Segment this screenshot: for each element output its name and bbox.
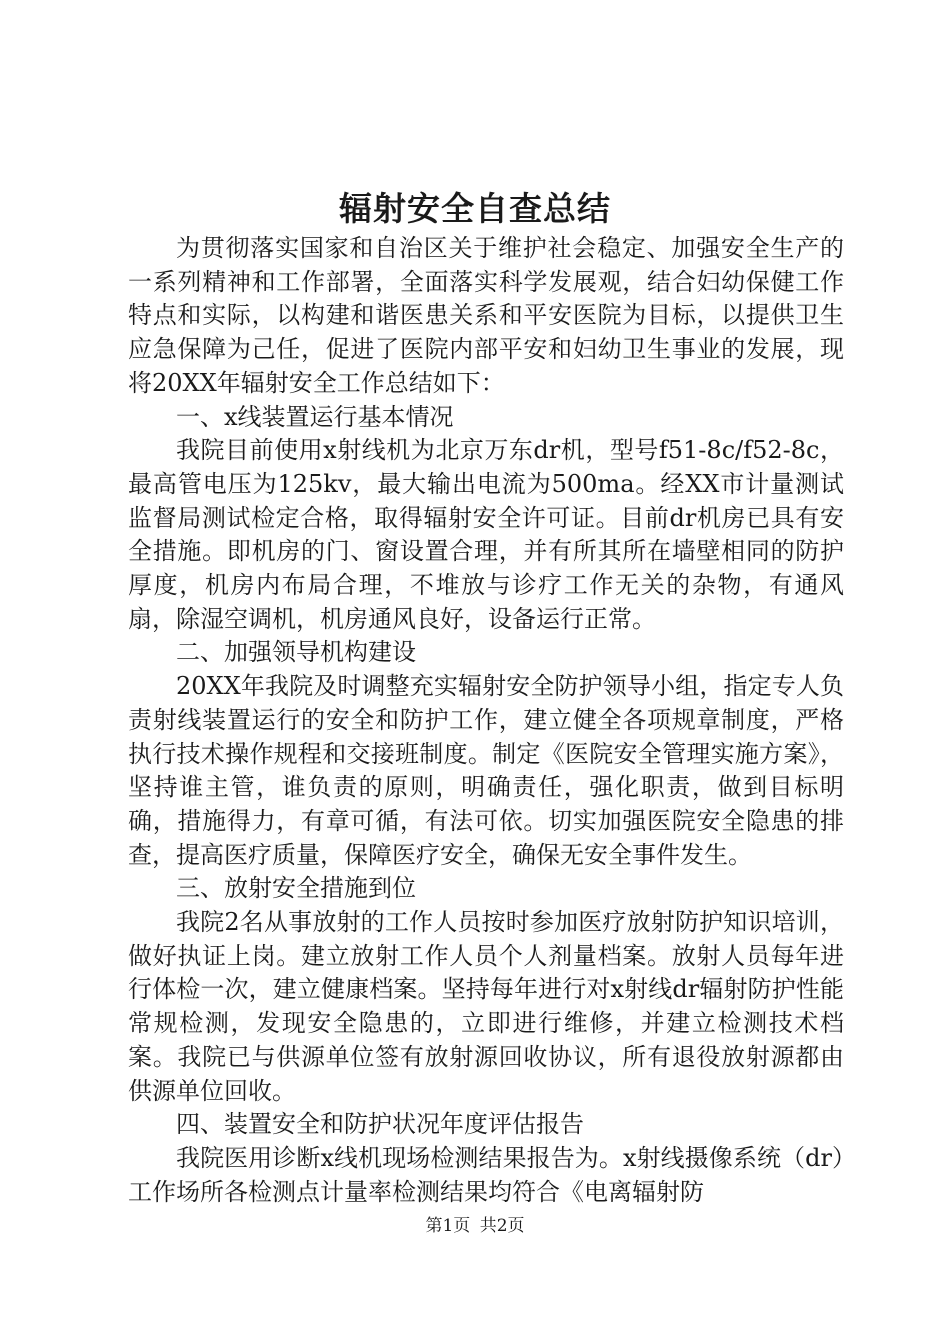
section-heading-1: 一、x线装置运行基本情况 (176, 402, 454, 431)
page-total: 共2页 (479, 1216, 525, 1236)
page-footer (0, 1214, 950, 1238)
document-title: 辐射安全自查总结 (339, 189, 611, 228)
paragraph-section-2: 20XX年我院及时调整充实辐射安全防护领导小组，指定专人负责射线装置运行的安全和防护工作，建立健全各项规章制度，严格执行技术操作规程和交接班制度。制定《医院安全管理实施方案》，坚持谁主管，谁负责的原则，明确责任，强化职责，做到目标明确，措施得力，有章可循，有法可依。切实加强医院安全隐患的排查，提高医疗质量，保障医疗安全，确保无安全事件发生。 (128, 672, 844, 869)
section-heading-3: 三、放射安全措施到位 (176, 874, 416, 903)
page-number: 第1页 (425, 1216, 471, 1236)
document-body (128, 232, 844, 1209)
paragraph-section-1: 我院目前使用x射线机为北京万东dr机，型号f51-8c/f52-8c，最高管电压为125kv，最大输出电流为500ma。经XX市计量测试监督局测试检定合格，取得辐射安全许可证。目前dr机房已具有安全措施。即机房的门、窗设置合理，并有所其所在墙壁相同的防护厚度，机房内布局合理，不堆放与诊疗工作无关的杂物，有通风扇，除湿空调机，机房通风良好，设备运行正常。 (128, 436, 844, 633)
paragraph-section-3: 我院2名从事放射的工作人员按时参加医疗放射防护知识培训，做好执证上岗。建立放射工作人员个人剂量档案。放射人员每年进行体检一次，建立健康档案。坚持每年进行对x射线dr辐射防护性能常规检测，发现安全隐患的，立即进行维修，并建立检测技术档案。我院已与供源单位签有放射源回收协议，所有退役放射源都由供源单位回收。 (128, 908, 844, 1105)
section-heading-4: 四、装置安全和防护状况年度评估报告 (176, 1110, 584, 1139)
section-heading-2: 二、加强领导机构建设 (176, 638, 416, 667)
paragraph-section-4: 我院医用诊断x线机现场检测结果报告为。x射线摄像系统（dr）工作场所各检测点计量率检测结果均符合《电离辐射防 (128, 1143, 844, 1206)
paragraph-intro: 为贯彻落实国家和自治区关于维护社会稳定、加强安全生产的一系列精神和工作部署，全面落实科学发展观，结合妇幼保健工作特点和实际，以构建和谐医患关系和平安医院为目标，以提供卫生应急保障为己任，促进了医院内部平安和妇幼卫生事业的发展，现将20XX年辐射安全工作总结如下： (128, 234, 844, 397)
